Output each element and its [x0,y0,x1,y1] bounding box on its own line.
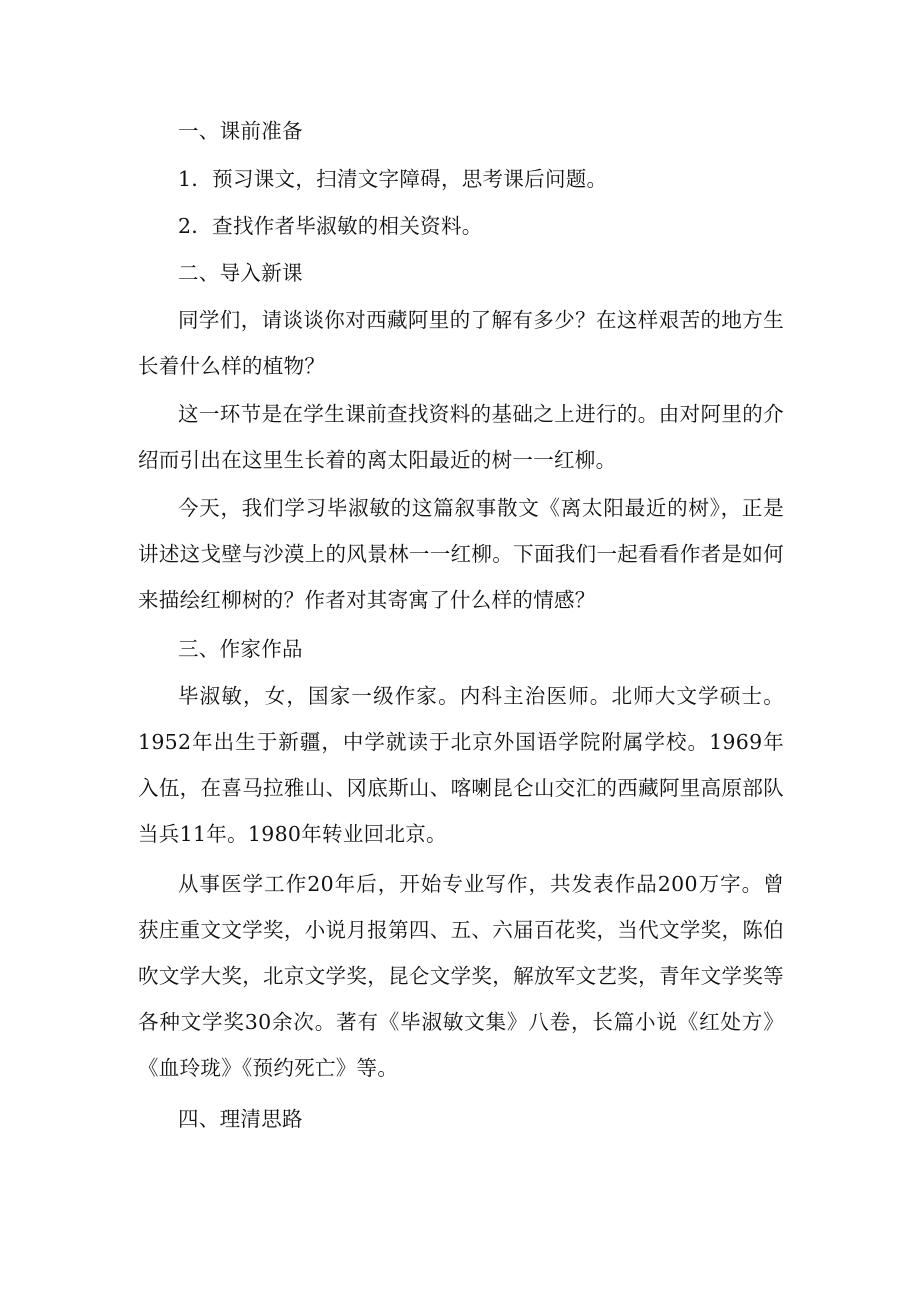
paragraph-intro-3: 今天，我们学习毕淑敏的这篇叙事散文《离太阳最近的树》，正是讲述这戈壁与沙漠上的风景林一一红柳。下面我们一起看看作者是如何来描绘红柳树的？作者对其寄寓了什么样的情感？ [138,496,784,612]
section-heading-author: 三、作家作品 [178,637,303,661]
paragraph-author-2: 从事医学工作20年后，开始专业写作，共发表作品200万字。曾获庄重文文学奖，小说月报第四、五、六届百花奖，当代文学奖，陈伯吹文学大奖，北京文学奖，昆仑文学奖，解放军文艺奖，青年文学奖等各种文学奖30余次。著有《毕淑敏文集》八卷，长篇小说《红处方》《血玲珑》《预约死亡》等。 [138,872,784,1080]
section-heading-intro: 二、导入新课 [178,261,303,285]
paragraph-intro-2: 这一环节是在学生课前查找资料的基础之上进行的。由对阿里的介绍而引出在这里生长着的离太阳最近的树一一红柳。 [138,402,784,472]
section-heading-outline: 四、理清思路 [178,1107,303,1131]
section-heading-prep: 一、课前准备 [178,119,303,143]
paragraph-prep-1: 1．预习课文，扫清文字障碍，思考课后问题。 [178,167,608,191]
paragraph-intro-1: 同学们，请谈谈你对西藏阿里的了解有多少？在这样艰苦的地方生长着什么样的植物？ [138,308,784,378]
paragraph-author-1: 毕淑敏，女，国家一级作家。内科主治医师。北师大文学硕士。1952年出生于新疆，中学就读于北京外国语学院附属学校。1969年入伍，在喜马拉雅山、冈底斯山、喀喇昆仑山交汇的西藏阿里高原部队当兵11年。1980年转业回北京。 [138,684,784,846]
paragraph-prep-2: 2．查找作者毕淑敏的相关资料。 [178,214,483,238]
